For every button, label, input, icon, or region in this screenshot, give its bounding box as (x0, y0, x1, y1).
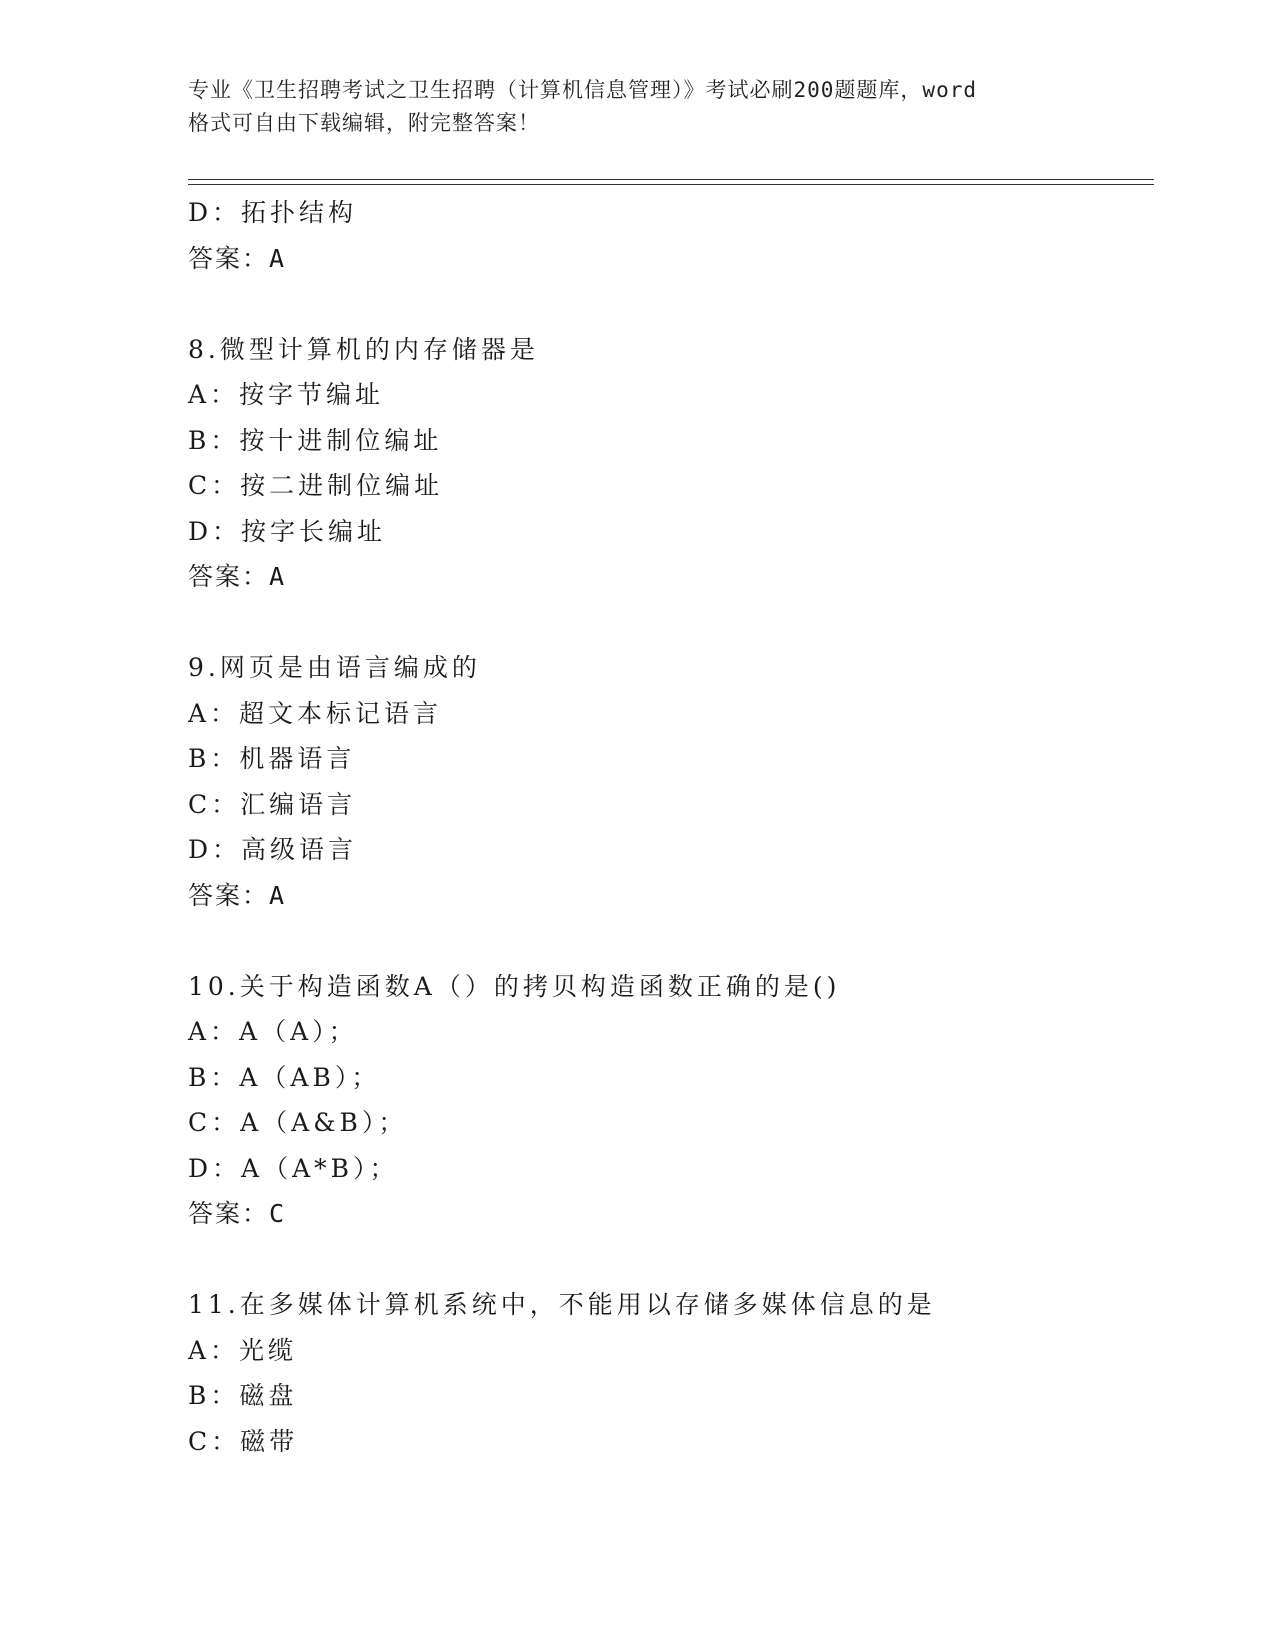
header-divider-top (188, 179, 1154, 180)
answer-label: 答案： (188, 880, 270, 910)
question-stem: 10.关于构造函数A（）的拷贝构造函数正确的是() (188, 971, 841, 1001)
answer-line (188, 554, 1154, 600)
answer-label: 答案： (188, 243, 270, 273)
question-stem: 9.网页是由语言编成的 (188, 653, 481, 682)
option-a: A：A（A）； (188, 1017, 358, 1046)
question-list (188, 190, 1154, 1464)
option-b: B：A（AB）； (188, 1062, 381, 1092)
option-d: D：A（A*B）； (188, 1153, 399, 1183)
option-c: C：磁带 (188, 1426, 299, 1456)
answer-line (188, 1191, 1154, 1237)
option-d: D：高级语言 (188, 835, 358, 864)
option-c: C：A（A&B）； (188, 1108, 408, 1137)
option-a: A：超文本标记语言 (188, 698, 443, 728)
option-d: D：按字长编址 (188, 516, 387, 546)
answer-label: 答案： (188, 562, 270, 591)
option-d: D：拓扑结构 (188, 198, 358, 227)
option-b: B：按十进制位编址 (188, 425, 443, 455)
header-line-1: 专业《卫生招聘考试之卫生招聘（计算机信息管理）》考试必刷200题题库，word (188, 78, 977, 102)
option-c: C：汇编语言 (188, 789, 357, 819)
answer-value: A (269, 880, 285, 910)
option-b: B：磁盘 (188, 1381, 298, 1410)
header-divider-bottom (188, 184, 1154, 185)
header-line-2: 格式可自由下载编辑，附完整答案！ (188, 111, 540, 135)
option-a: A：按字节编址 (188, 380, 385, 409)
option-a: A：光缆 (188, 1335, 298, 1365)
question-block (188, 327, 1154, 600)
document-header (188, 74, 1088, 140)
answer-value: A (269, 243, 285, 273)
question-stem: 8.微型计算机的内存储器是 (188, 334, 539, 364)
question-stem: 11.在多媒体计算机系统中，不能用以存储多媒体信息的是 (188, 1290, 936, 1319)
answer-value: A (269, 562, 285, 591)
answer-value: C (269, 1199, 285, 1228)
question-block (188, 964, 1154, 1237)
question-block (188, 645, 1154, 918)
answer-line (188, 873, 1154, 919)
option-b: B：机器语言 (188, 744, 356, 773)
answer-line (188, 236, 1154, 282)
answer-label: 答案： (188, 1199, 270, 1228)
question-block (188, 1282, 1154, 1464)
option-c: C：按二进制位编址 (188, 471, 444, 500)
